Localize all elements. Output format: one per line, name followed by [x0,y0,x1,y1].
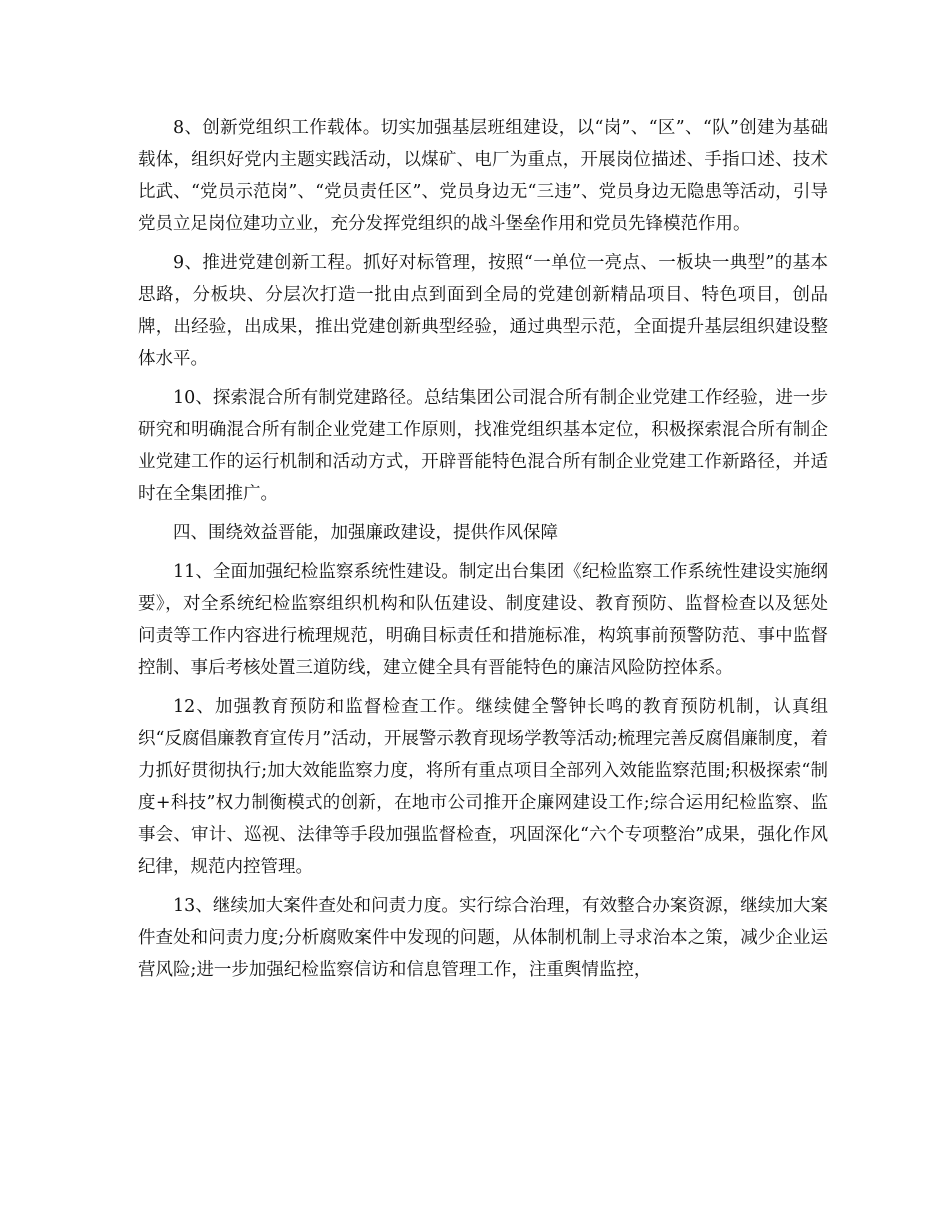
paragraph-item-8: 8、创新党组织工作载体。切实加强基层班组建设，以“岗”、“区”、“队”创建为基础载体，组织好党内主题实践活动，以煤矿、电厂为重点，开展岗位描述、手指口述、技术比武、“党员示范岗”、“党员责任区”、党员身边无“三违”、党员身边无隐患等活动，引导党员立足岗位建功立业，充分发挥党组织的战斗堡垒作用和党员先锋模范作用。 [138,118,828,234]
paragraph-item-10: 10、探索混合所有制党建路径。总结集团公司混合所有制企业党建工作经验，进一步研究和明确混合所有制企业党建工作原则，找准党组织基本定位，积极探索混合所有制企业党建工作的运行机制和活动方式，开辟晋能特色混合所有制企业党建工作新路径，并适时在全集团推广。 [138,388,828,504]
paragraph-item-13: 13、继续加大案件查处和问责力度。实行综合治理，有效整合办案资源，继续加大案件查处和问责力度;分析腐败案件中发现的问题，从体制机制上寻求治本之策，减少企业运营风险;进一步加强纪检监察信访和信息管理工作，注重舆情监控， [138,896,828,980]
paragraph-item-9: 9、推进党建创新工程。抓好对标管理，按照“一单位一亮点、一板块一典型”的基本思路，分板块、分层次打造一批由点到面到全局的党建创新精品项目、特色项目，创品牌，出经验，出成果，推出党建创新典型经验，通过典型示范，全面提升基层组织建设整体水平。 [138,253,828,369]
document-body [138,112,828,993]
paragraph-item-12: 12、加强教育预防和监督检查工作。继续健全警钟长鸣的教育预防机制，认真组织“反腐倡廉教育宣传月”活动，开展警示教育现场学教等活动;梳理完善反腐倡廉制度，着力抓好贯彻执行;加大效能监察力度，将所有重点项目全部列入效能监察范围;积极探索“制度+科技”权力制衡模式的创新，在地市公司推开企廉网建设工作;综合运用纪检监察、监事会、审计、巡视、法律等手段加强监督检查，巩固深化“六个专项整治”成果，强化作风纪律，规范内控管理。 [138,697,828,877]
section-heading-4: 四、围绕效益晋能，加强廉政建设，提供作风保障 [173,523,558,543]
paragraph-item-11: 11、全面加强纪检监察系统性建设。制定出台集团《纪检监察工作系统性建设实施纲要》，对全系统纪检监察组织机构和队伍建设、制度建设、教育预防、监督检查以及惩处问责等工作内容进行梳理规范，明确目标责任和措施标准，构筑事前预警防范、事中监督控制、事后考核处置三道防线，建立健全具有晋能特色的廉洁风险防控体系。 [138,562,828,678]
